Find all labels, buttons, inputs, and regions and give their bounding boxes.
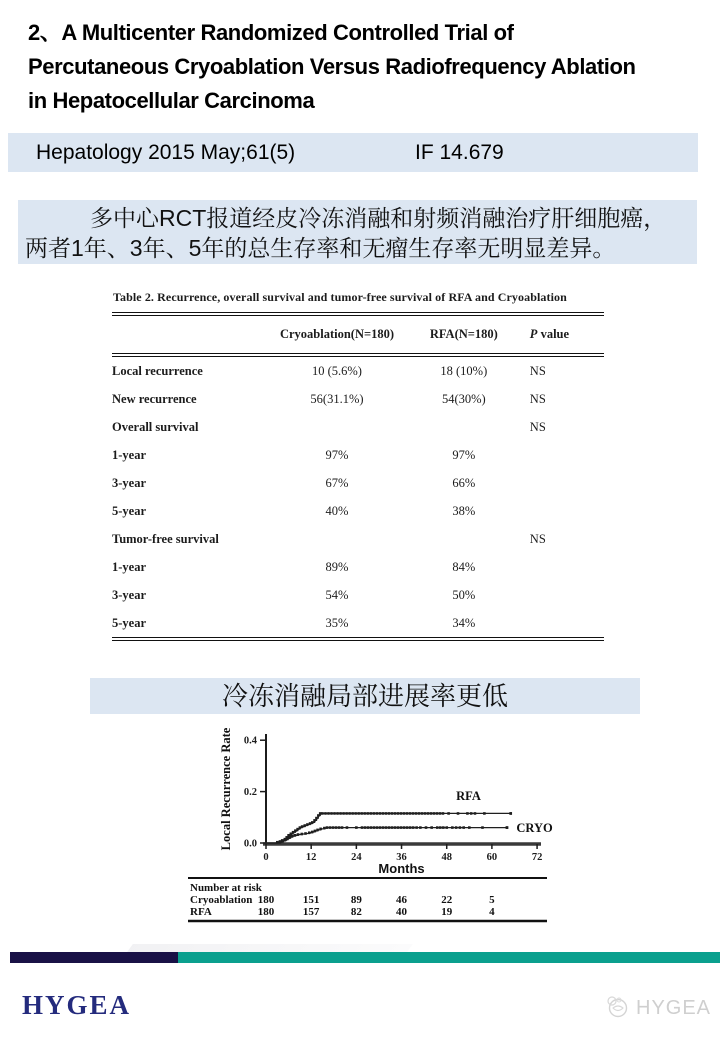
- series-label-rfa: RFA: [456, 788, 481, 803]
- rfa-value-cell: 84%: [452, 559, 476, 574]
- svg-text:0.0: 0.0: [243, 838, 257, 850]
- header-rfa: RFA(N=180): [429, 327, 498, 341]
- table2-title: Table 2. Recurrence, overall survival and tumor-free survival of RFA and Cryoablation: [113, 290, 567, 304]
- row-label-cell: Tumor-free survival: [112, 531, 219, 546]
- table-row: [112, 609, 604, 639]
- svg-text:24: 24: [351, 852, 362, 863]
- row-label-cell: 3-year: [112, 475, 147, 490]
- footer-streak: [127, 944, 413, 952]
- rfa-value-cell: 66%: [452, 475, 476, 490]
- svg-text:5: 5: [489, 894, 495, 906]
- rfa-value-cell: [402, 413, 526, 441]
- svg-text:Number at risk: Number at risk: [190, 882, 262, 894]
- p-rest: value: [537, 327, 570, 341]
- p-value-cell: [526, 553, 604, 581]
- svg-text:48: 48: [441, 852, 452, 863]
- cryo-value-cell: 10 (5.6%): [311, 363, 362, 378]
- p-value-cell: [526, 609, 604, 639]
- title-line-3: in Hepatocellular Carcinoma: [28, 88, 315, 113]
- p-value-cell: NS: [529, 391, 546, 406]
- svg-text:19: 19: [441, 906, 453, 918]
- km-chart-svg: [170, 720, 580, 935]
- svg-text:151: 151: [302, 894, 320, 906]
- svg-text:0.2: 0.2: [243, 787, 257, 799]
- watermark-text: HYGEA: [636, 997, 712, 1019]
- row-label-cell: 3-year: [112, 587, 147, 602]
- svg-text:36: 36: [396, 852, 407, 863]
- table-row: [112, 553, 604, 581]
- header-cryoablation: Cryoablation(N=180): [279, 327, 394, 341]
- svg-text:157: 157: [302, 906, 320, 918]
- row-label-cell: New recurrence: [112, 391, 197, 406]
- p-value-cell: NS: [529, 531, 546, 546]
- svg-text:12: 12: [305, 852, 317, 863]
- table-row: [112, 581, 604, 609]
- table-row: [112, 497, 604, 525]
- summary-line-2: 两者1年、3年、5年的总生存率和无瘤生存率无明显差异。: [25, 235, 616, 261]
- brand-logo: HYGEA: [22, 990, 132, 1020]
- header-p-value: [526, 314, 604, 355]
- rfa-value-cell: 34%: [452, 615, 476, 630]
- table-row: [112, 469, 604, 497]
- journal-bar: [8, 133, 698, 172]
- cryo-value-cell: 97%: [325, 447, 349, 462]
- table2-body: [112, 355, 604, 639]
- svg-text:4: 4: [489, 906, 495, 918]
- table2-grid: [112, 312, 604, 641]
- rfa-value-cell: 97%: [452, 447, 476, 462]
- table-row: [112, 385, 604, 413]
- row-label-cell: Overall survival: [112, 419, 199, 434]
- p-value-cell: NS: [529, 363, 546, 378]
- svg-text:40: 40: [396, 906, 408, 918]
- svg-text:46: 46: [396, 894, 408, 906]
- row-label-cell: 1-year: [112, 447, 147, 462]
- svg-text:Cryoablation: Cryoablation: [190, 894, 253, 906]
- row-label-cell: 5-year: [112, 615, 147, 630]
- table2-header-row: [112, 314, 604, 355]
- table-row: [112, 525, 604, 553]
- p-value-cell: [526, 469, 604, 497]
- p-value-cell: NS: [529, 419, 546, 434]
- svg-text:22: 22: [441, 894, 453, 906]
- row-label-cell: 1-year: [112, 559, 147, 574]
- cryo-value-cell: 56(31.1%): [310, 391, 364, 406]
- title-line-1: 2、A Multicenter Randomized Controlled Trial of: [28, 20, 514, 45]
- p-value-cell: [526, 581, 604, 609]
- impact-factor: IF 14.679: [415, 141, 504, 164]
- table2: [112, 290, 604, 641]
- table-row: [112, 413, 604, 441]
- cryo-value-cell: 89%: [325, 559, 349, 574]
- footer-bar-teal: [178, 952, 720, 963]
- cryo-value-cell: [272, 413, 402, 441]
- table-row: [112, 441, 604, 469]
- p-italic: P: [529, 327, 538, 341]
- watermark: [604, 993, 711, 1024]
- cryo-value-cell: 67%: [325, 475, 349, 490]
- cryo-value-cell: 54%: [325, 587, 349, 602]
- svg-text:Local Recurrence Rate: Local Recurrence Rate: [219, 727, 233, 851]
- page-title: [28, 16, 696, 118]
- rfa-value-cell: 38%: [452, 503, 476, 518]
- svg-text:89: 89: [350, 894, 362, 906]
- rfa-value-cell: 50%: [452, 587, 476, 602]
- svg-text:180: 180: [257, 894, 275, 906]
- svg-text:60: 60: [486, 852, 498, 863]
- cryo-value-cell: [272, 525, 402, 553]
- rfa-value-cell: 54(30%): [441, 391, 486, 406]
- journal-citation: Hepatology 2015 May;61(5): [36, 141, 296, 164]
- cryo-value-cell: 40%: [325, 503, 349, 518]
- table-row: [112, 355, 604, 385]
- svg-text:0: 0: [263, 852, 269, 863]
- row-label-cell: Local recurrence: [112, 363, 203, 378]
- series-label-cryo: CRYO: [516, 821, 553, 836]
- footer-bar-navy: [10, 952, 178, 963]
- svg-text:180: 180: [257, 906, 275, 918]
- p-value-cell: [526, 497, 604, 525]
- svg-text:82: 82: [350, 906, 362, 918]
- row-label-cell: 5-year: [112, 503, 147, 518]
- km-chart: [170, 720, 580, 935]
- rfa-value-cell: [402, 525, 526, 553]
- summary-line-1: 多中心RCT报道经皮冷冻消融和射频消融治疗肝细胞癌，: [90, 205, 667, 231]
- section-header: 冷冻消融局部进展率更低: [90, 678, 640, 714]
- svg-text:Months: Months: [378, 861, 425, 876]
- svg-text:72: 72: [531, 852, 543, 863]
- number-at-risk-table: [188, 878, 547, 921]
- header-empty-cell: [112, 314, 272, 355]
- series-rfa: [266, 789, 512, 844]
- cryo-value-cell: 35%: [325, 615, 349, 630]
- title-line-2: Percutaneous Cryoablation Versus Radiofrequency Ablation: [28, 54, 636, 79]
- axes: [219, 727, 542, 876]
- svg-text:0.4: 0.4: [243, 735, 257, 747]
- globe-icon: [604, 993, 630, 1024]
- svg-text:RFA: RFA: [190, 906, 212, 918]
- rfa-value-cell: 18 (10%): [440, 363, 488, 378]
- p-value-cell: [526, 441, 604, 469]
- summary-box: [18, 200, 697, 264]
